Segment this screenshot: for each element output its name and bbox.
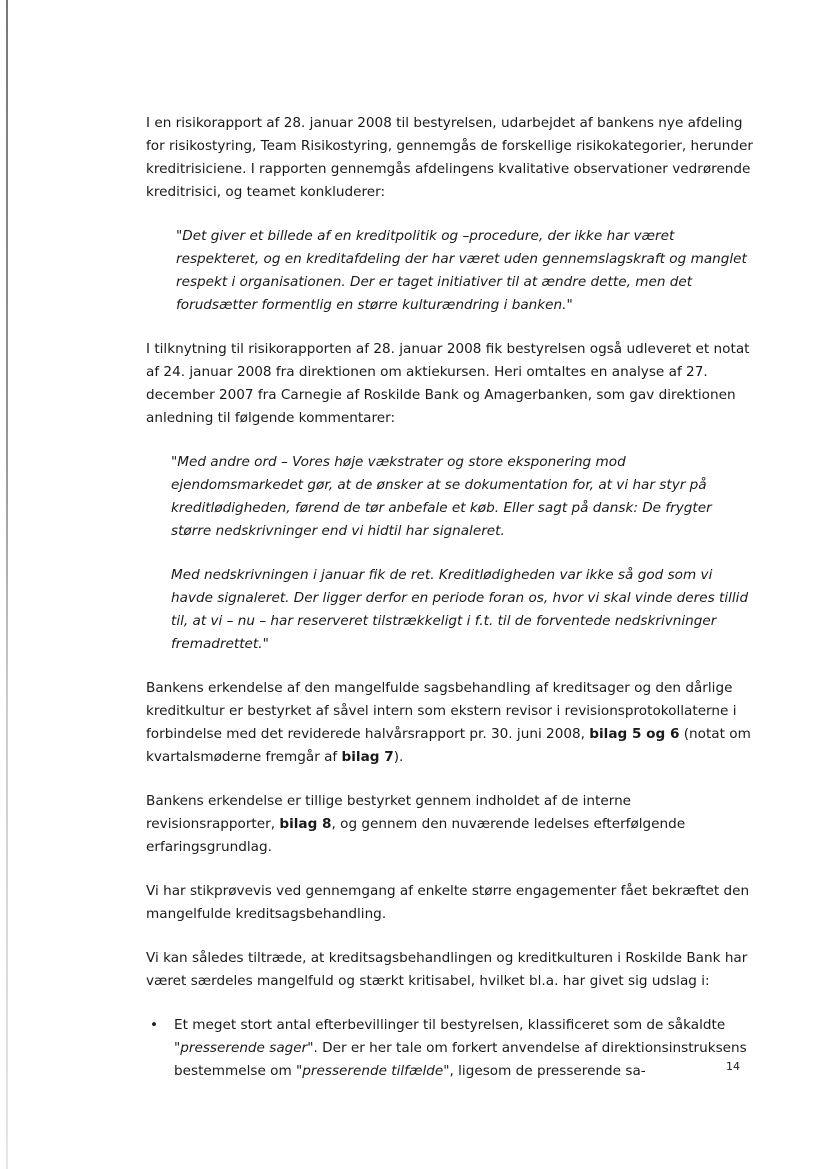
italic-term: "presserende sager" bbox=[174, 1040, 314, 1056]
bullet-marker: • bbox=[150, 1017, 159, 1033]
scan-edge-line bbox=[6, 0, 8, 1169]
text: Et meget stort antal efterbevillinger til bestyrelsen, klassificeret som de såkaldte bbox=[174, 1017, 726, 1033]
quote-carnegie-2: Med nedskrivningen i januar fik de ret. Kreditlødigheden var ikke så god som vi havde signaleret. Der ligger derfor en periode foran os, hvor vi skal vinde deres tillid til, at vi – nu – har reserveret tilstrækkeligt i f.t. til de forventede nedskrivninger fremadrettet." bbox=[171, 567, 749, 652]
quote-carnegie-1: "Med andre ord – Vores høje vækstrater og store eksponering mod ejendomsmarkedet gør, at de ønsker at se dokumentation for, at vi har styr på kreditlødigheden, førend de tør anbefale et køb. Eller sagt på dansk: De frygter større nedskrivninger end vi hidtil har signaleret. bbox=[171, 454, 712, 539]
page-number: 14 bbox=[726, 1060, 740, 1073]
appendix-ref: bilag 8 bbox=[279, 816, 332, 832]
paragraph-conclusion: Vi kan således tiltræde, at kreditsagsbehandlingen og kreditkulturen i Roskilde Bank har været særdeles mangelfuld og stærkt kritisabel, hvilket bl.a. har givet sig udslag i: bbox=[146, 950, 748, 989]
quote-risk-team: "Det giver et billede af en kreditpolitik og –procedure, der ikke har været respekteret, og en kreditafdeling der har været uden gennemslagskraft og manglet respekt i organisationen. Der er taget initiativer til at ændre dette, men det forudsætter formentlig en større kulturændring i banken." bbox=[176, 228, 747, 313]
paragraph-risk-report: I en risikorapport af 28. januar 2008 til bestyrelsen, udarbejdet af bankens nye afdeling for risikostyring, Team Risikostyring, gennemgås de forskellige risikokategorier, herunder kreditrisiciene. I rapporten gennemgås afdelingens kvalitative observationer vedrørende kreditrisici, og teamet konkluderer: bbox=[146, 115, 753, 200]
text: Bankens erkendelse er tillige bestyrket gennem indholdet af de interne revisionsrapporter, bbox=[146, 793, 632, 832]
text: Bankens erkendelse af den mangelfulde sagsbehandling af kreditsager og den dårlige kreditkultur er bestyrket af såvel intern som ekstern revisor i revisionsprotokollaterne i forbindelse med det reviderede halvårsrapport pr. 30. juni 2008, bbox=[146, 680, 737, 742]
italic-term: "presserende tilfælde" bbox=[296, 1063, 450, 1079]
text: , og gennem den nuværende ledelses efterfølgende erfaringsgrundlag. bbox=[146, 816, 686, 855]
paragraph-internal-audit bbox=[146, 790, 756, 859]
document-page bbox=[146, 112, 756, 1083]
text: . Der er her tale om forkert anvendelse af direktionsinstruksens bestemmelse om bbox=[174, 1040, 747, 1079]
appendix-ref: bilag 7 bbox=[341, 749, 394, 765]
paragraph-management-note: I tilknytning til risikorapporten af 28. januar 2008 fik bestyrelsen også udleveret et notat af 24. januar 2008 fra direktionen om aktiekursen. Heri omtaltes en analyse af 27. december 2007 fra Carnegie af Roskilde Bank og Amagerbanken, som gav direktionen anledning til følgende kommentarer: bbox=[146, 341, 750, 426]
bullet-list bbox=[146, 1014, 756, 1083]
text: (notat om kvartalsmøderne fremgår af bbox=[146, 726, 751, 765]
appendix-ref: bilag 5 og 6 bbox=[589, 726, 680, 742]
paragraph-bank-acknowledgement bbox=[146, 677, 756, 769]
text: , ligesom de presserende sa- bbox=[449, 1063, 646, 1079]
list-item bbox=[146, 1014, 756, 1083]
paragraph-spot-check: Vi har stikprøvevis ved gennemgang af enkelte større engagementer fået bekræftet den mangelfulde kreditsagsbehandling. bbox=[146, 883, 750, 922]
text: ). bbox=[393, 749, 404, 765]
